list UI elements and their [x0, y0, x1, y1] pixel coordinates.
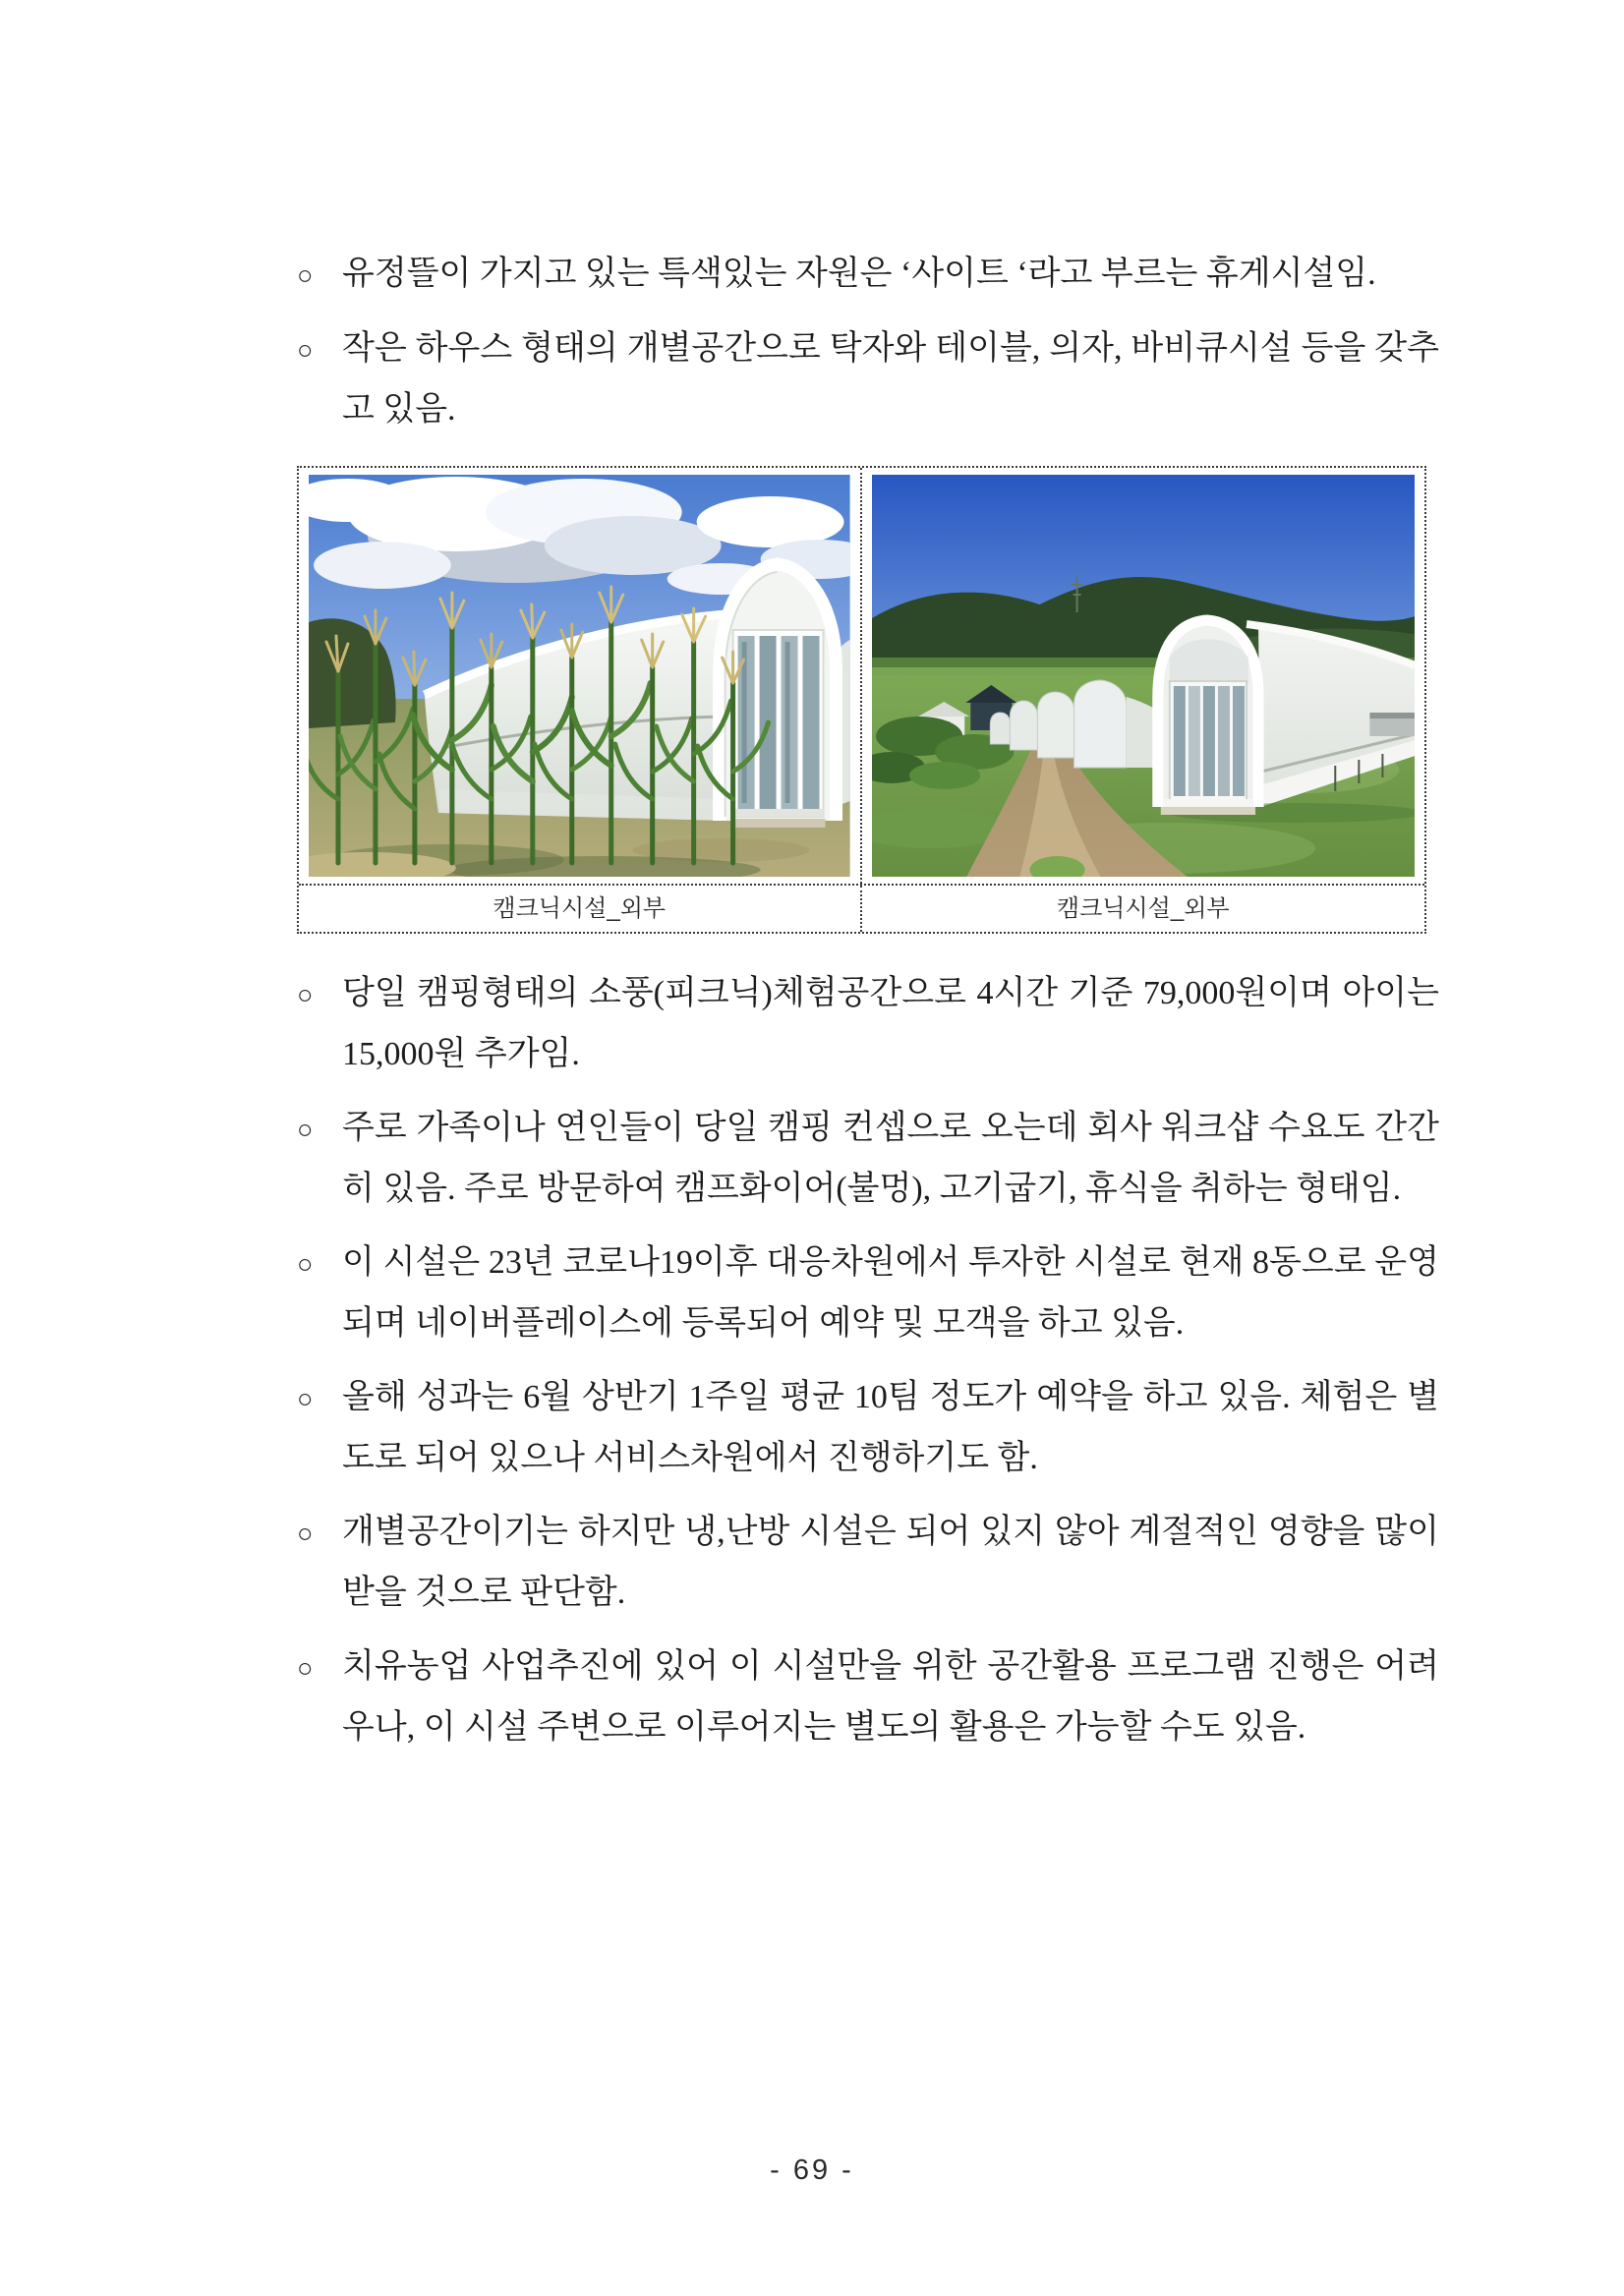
bullet-item: [297, 1233, 1439, 1354]
bullet-text: 치유농업 사업추진에 있어 이 시설만을 위한 공간활용 프로그램 진행은 어려우나, 이 시설 주변으로 이루어지는 별도의 활용은 가능할 수도 있음.: [342, 1648, 1439, 1746]
bullet-text: 주로 가족이나 연인들이 당일 캠핑 컨셉으로 오는데 회사 워크샵 수요도 간간히 있음. 주로 방문하여 캠프화이어(불멍), 고기굽기, 휴식을 취하는 형태임.: [342, 1110, 1439, 1207]
bullet-marker: ○: [297, 1519, 314, 1548]
bullet-marker: ○: [297, 1115, 314, 1144]
bullet-marker: ○: [297, 980, 314, 1009]
bullet-marker: ○: [297, 260, 314, 290]
bullet-marker: ○: [297, 335, 314, 365]
figure-table: [297, 466, 1426, 934]
figure-photo-cell-right: [862, 468, 1425, 884]
figure-caption-left: 캠크닉시설_외부: [299, 886, 862, 932]
bullet-marker: ○: [297, 1249, 314, 1279]
bullet-text: 이 시설은 23년 코로나19이후 대응차원에서 투자한 시설로 현재 8동으로 운영되며 네이버플레이스에 등록되어 예약 및 모객을 하고 있음.: [342, 1244, 1439, 1342]
bullet-text: 작은 하우스 형태의 개별공간으로 탁자와 테이블, 의자, 바비큐시설 등을 갖추고 있음.: [342, 330, 1439, 428]
bullet-item: [297, 244, 1439, 306]
bullet-item: [297, 1502, 1439, 1624]
bullet-item: [297, 963, 1439, 1085]
bullet-list-top: [297, 244, 1439, 440]
bullet-list-bottom: [297, 963, 1439, 1758]
bullet-text: 올해 성과는 6월 상반기 1주일 평균 10팀 정도가 예약을 하고 있음. 체험은 별도로 되어 있으나 서비스차원에서 진행하기도 함.: [342, 1379, 1439, 1476]
bullet-item: [297, 1367, 1439, 1489]
bullet-item: [297, 1636, 1439, 1758]
bullet-item: [297, 1098, 1439, 1220]
figure-caption-row: [299, 884, 1424, 932]
bullet-text: 유정뜰이 가지고 있는 특색있는 자원은 ‘사이트 ‘라고 부르는 휴게시설임.: [342, 256, 1376, 292]
figure-photo-cell-left: [299, 468, 862, 884]
bullet-marker: ○: [297, 1653, 314, 1683]
campnic-exterior-photo-2: [872, 475, 1416, 877]
bullet-item: [297, 318, 1439, 440]
campnic-exterior-photo-1: [309, 475, 850, 877]
bullet-marker: ○: [297, 1384, 314, 1413]
page-number: - 69 -: [770, 2154, 854, 2186]
bullet-text: 당일 캠핑형태의 소풍(피크닉)체험공간으로 4시간 기준 79,000원이며 아이는 15,000원 추가임.: [342, 975, 1439, 1072]
figure-photo-row: [299, 468, 1424, 884]
bullet-text: 개별공간이기는 하지만 냉,난방 시설은 되어 있지 않아 계절적인 영향을 많이 받을 것으로 판단함.: [342, 1514, 1439, 1611]
figure-caption-right: 캠크닉시설_외부: [1056, 895, 1230, 922]
